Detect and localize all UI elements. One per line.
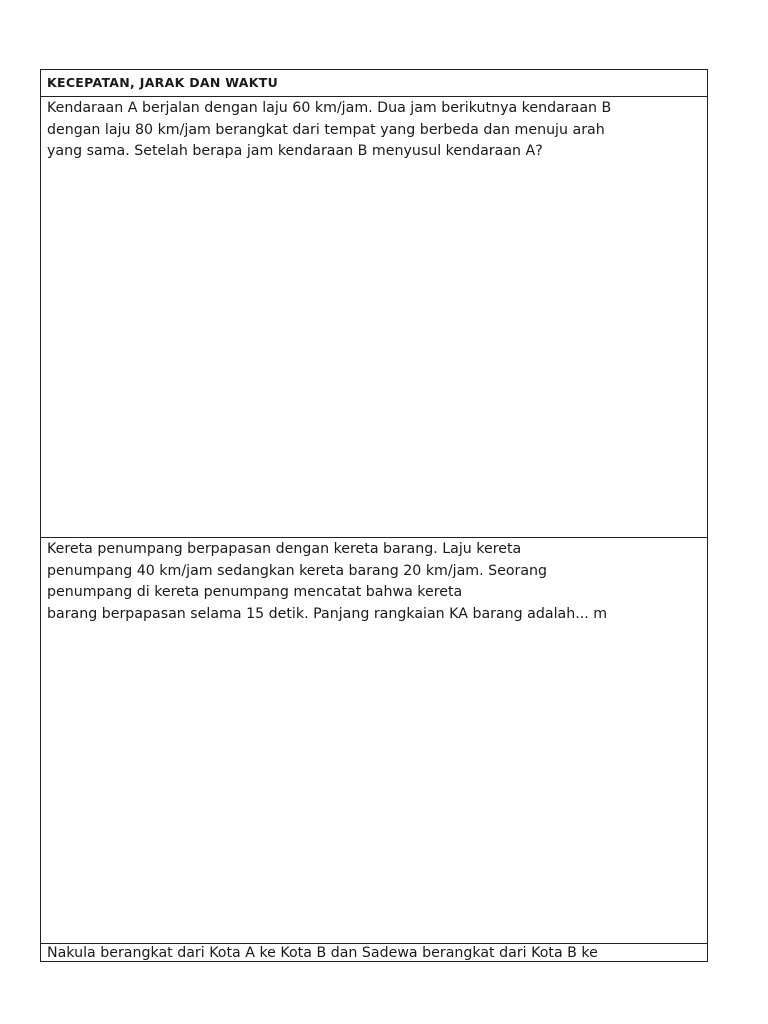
problem-2-line-2: penumpang 40 km/jam sedangkan kereta barang 20 km/jam. Seorang <box>47 562 548 579</box>
problem-2-cell <box>41 538 707 944</box>
problem-2-line-4: barang berpapasan selama 15 detik. Panjang rangkaian KA barang adalah... m <box>47 605 608 622</box>
problem-1-line-3: yang sama. Setelah berapa jam kendaraan B menyusul kendaraan A? <box>47 143 543 159</box>
problem-2-line-1: Kereta penumpang berpapasan dengan kereta barang. Laju kereta <box>47 541 522 557</box>
problem-3-line-1: Nakula berangkat dari Kota A ke Kota B dan Sadewa berangkat dari Kota B ke <box>47 945 598 961</box>
problem-1-text <box>47 97 701 163</box>
problem-2-line-3: penumpang di kereta penumpang mencatat bahwa kereta <box>47 584 463 600</box>
worksheet-header-row <box>41 70 707 97</box>
problem-1-line-1: Kendaraan A berjalan dengan laju 60 km/jam. Dua jam berikutnya kendaraan B <box>47 100 612 116</box>
worksheet-table <box>40 69 708 962</box>
problem-2-text <box>47 538 701 625</box>
problem-1-line-2: dengan laju 80 km/jam berangkat dari tempat yang berbeda dan menuju arah <box>47 121 605 138</box>
problem-1-cell <box>41 97 707 538</box>
problem-3-cell <box>41 944 707 963</box>
problem-3-text <box>47 944 701 963</box>
worksheet-title: KECEPATAN, JARAK DAN WAKTU <box>47 75 279 90</box>
